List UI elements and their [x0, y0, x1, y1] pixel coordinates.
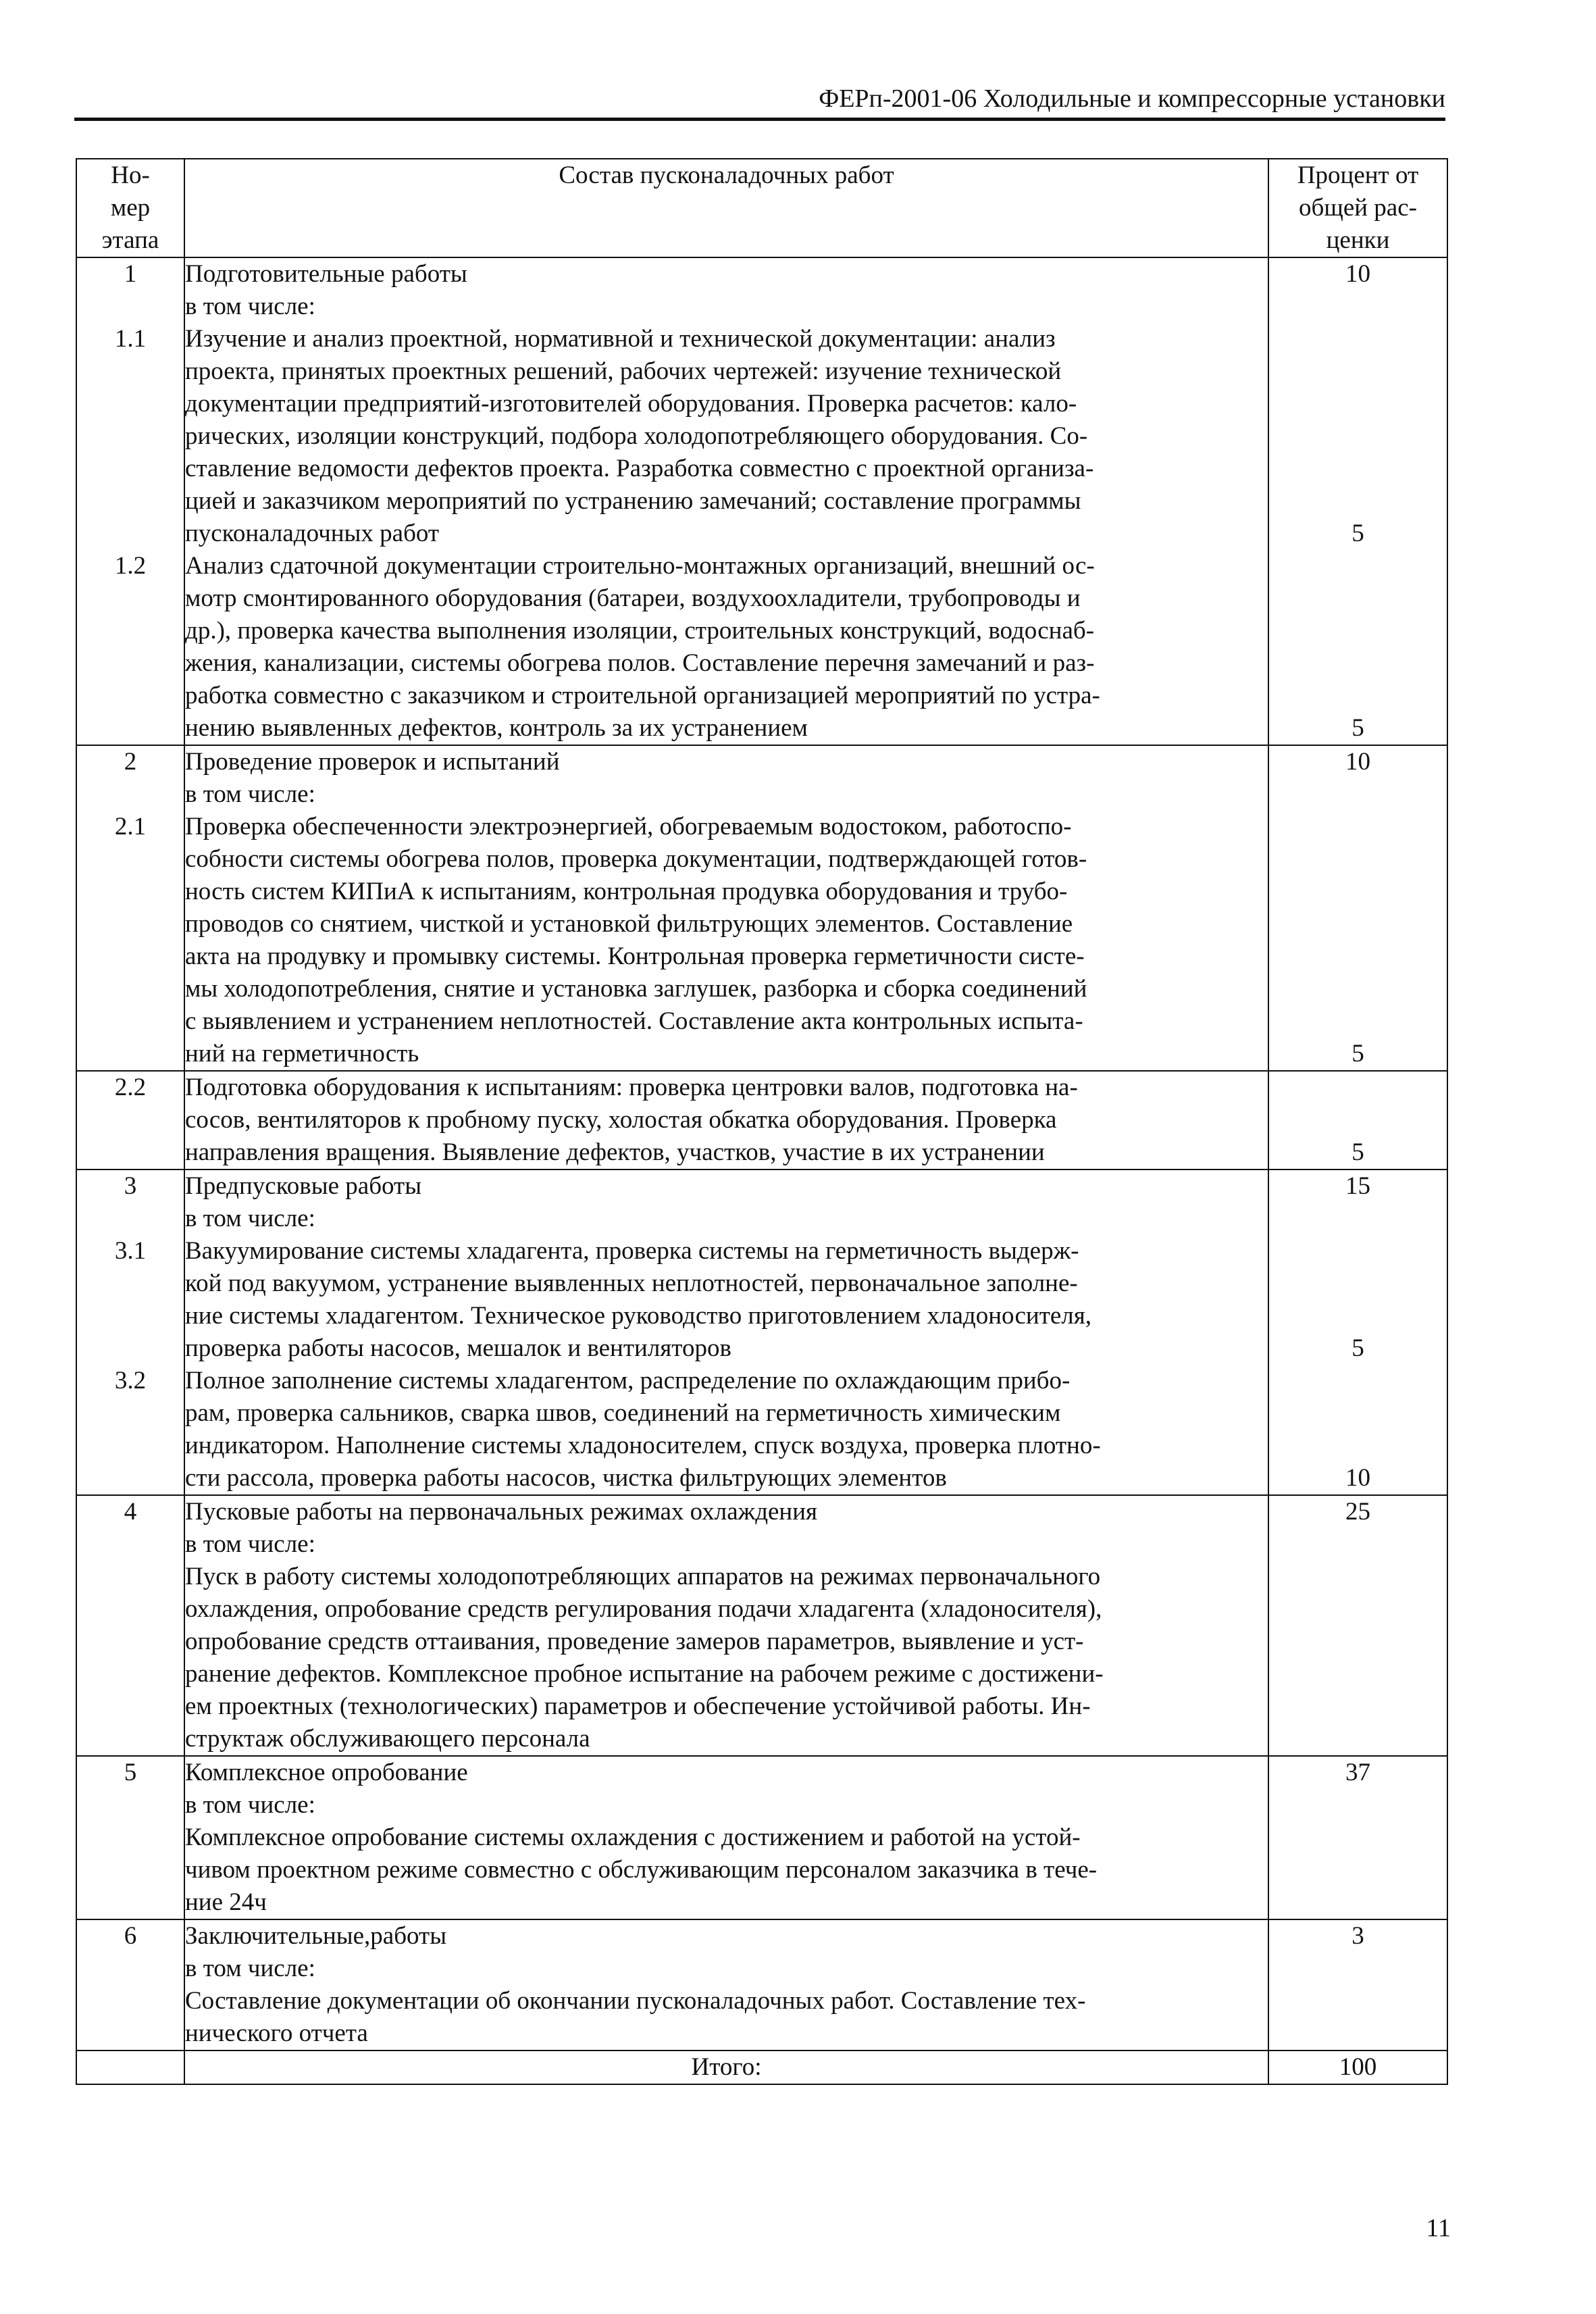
description-line: Комплексное опробование системы охлаждения с достижением и работой на устой- [185, 1823, 1081, 1851]
stage-number: 3.1 [114, 1237, 147, 1265]
description-line: работка совместно с заказчиком и строительной организацией мероприятий по устра- [185, 682, 1100, 709]
percent-value [1269, 908, 1447, 940]
percent-value [1269, 1300, 1447, 1332]
stage-number [77, 1561, 184, 1593]
stage-number [77, 1626, 184, 1658]
description-line: нического отчета [185, 2019, 368, 2047]
stage-number [77, 1462, 184, 1494]
percent-value: 5 [1352, 520, 1364, 547]
percent-value: 5 [1352, 1138, 1364, 1166]
description-line: рам, проверка сальников, сварка швов, соединений на герметичность химическим [185, 1399, 1061, 1427]
description-line: жения, канализации, системы обогрева полов. Составление перечня замечаний и раз- [185, 649, 1095, 677]
percent-value [1269, 1430, 1447, 1462]
total-label: Итого: [184, 2051, 1268, 2084]
table-header-row [76, 159, 1447, 257]
description-line: пусконаладочных работ [185, 520, 440, 547]
percent-value [1269, 1789, 1447, 1821]
description-line: акта на продувку и промывку системы. Контрольная проверка герметичности систе- [185, 942, 1085, 970]
percent-value: 5 [1352, 714, 1364, 742]
description-line: сосов, вентиляторов к пробному пуску, холостая обкатка оборудования. Проверка [185, 1106, 1057, 1134]
description-line: Вакуумирование системы хладагента, проверка системы на герметичность выдерж- [185, 1237, 1079, 1265]
stage-number [77, 1397, 184, 1430]
stage-number [77, 1723, 184, 1755]
percent-value [1269, 291, 1447, 323]
stage-percent-cell [1268, 745, 1447, 1071]
stage-number: 4 [124, 1498, 137, 1526]
stage-number [77, 843, 184, 876]
stage-number [77, 388, 184, 420]
percent-value [1269, 1985, 1447, 2017]
description-line: в том числе: [185, 1530, 315, 1558]
description-line: др.), проверка качества выполнения изоляции, строительных конструкций, водоснаб- [185, 617, 1095, 645]
stage-description-cell [184, 1169, 1268, 1495]
works-table [76, 158, 1448, 2085]
stage-percent-cell [1268, 1071, 1447, 1169]
stage-percent-cell [1268, 1169, 1447, 1495]
description-line: ние 24ч [185, 1888, 267, 1916]
description-line: кой под вакуумом, устранение выявленных неплотностей, первоначальное заполне- [185, 1269, 1078, 1297]
stage-percent-cell [1268, 257, 1447, 745]
description-line: мотр смонтированного оборудования (батареи, воздухоохладители, трубопроводы и [185, 584, 1081, 612]
percent-value [1269, 420, 1447, 453]
percent-value [1269, 1267, 1447, 1300]
composition-header: Состав пусконаладочных работ [184, 159, 1268, 257]
stage-number [77, 615, 184, 647]
percent-value [1269, 1365, 1447, 1397]
percent-value [1269, 355, 1447, 388]
stage-number [77, 485, 184, 518]
stage-number: 1 [124, 260, 137, 288]
stage-description-cell [184, 1495, 1268, 1756]
percent-value [1269, 1203, 1447, 1235]
description-line: индикатором. Наполнение системы хладоносителем, спуск воздуха, проверка плотно- [185, 1432, 1101, 1459]
percent-value [1269, 811, 1447, 843]
description-line: Полное заполнение системы хладагентом, распределение по охлаждающим прибо- [185, 1367, 1071, 1394]
table-row [76, 1756, 1447, 1919]
percent-value: 25 [1345, 1498, 1370, 1526]
stage-number-header: Но- мер этапа [76, 159, 184, 257]
stage-number [77, 1953, 184, 1985]
percent-value [1269, 582, 1447, 615]
stage-number: 3 [124, 1172, 137, 1200]
description-line: Пуск в работу системы холодопотребляющих аппаратов на режимах первоначального [185, 1563, 1101, 1590]
stage-number-cell [76, 1169, 184, 1495]
percent-value [1269, 1886, 1447, 1919]
stage-percent-cell [1268, 1756, 1447, 1919]
page-number: 11 [1426, 2214, 1451, 2242]
description-line: в том числе: [185, 1955, 315, 1982]
stage-number [77, 1005, 184, 1038]
percent-value [1269, 1626, 1447, 1658]
percent-value [1269, 843, 1447, 876]
stage-number [77, 1528, 184, 1561]
description-line: чивом проектном режиме совместно с обслуживающим персоналом заказчика в тече- [185, 1856, 1098, 1884]
description-line: ность систем КИПиА к испытаниям, контрольная продувка оборудования и трубо- [185, 878, 1068, 905]
stage-number [77, 518, 184, 550]
stage-number: 6 [124, 1922, 137, 1950]
percent-value [1269, 1397, 1447, 1430]
header-rule [74, 118, 1445, 121]
stage-number [77, 712, 184, 745]
stage-number [77, 1789, 184, 1821]
stage-number [77, 1267, 184, 1300]
percent-value: 10 [1345, 260, 1370, 288]
description-line: направления вращения. Выявление дефектов, участков, участие в их устранении [185, 1138, 1045, 1166]
stage-number [77, 1038, 184, 1070]
percent-value [1269, 940, 1447, 973]
percent-value [1269, 1104, 1447, 1136]
percent-value [1269, 1593, 1447, 1626]
description-line: ранение дефектов. Комплексное пробное испытание на рабочем режиме с достижени- [185, 1660, 1104, 1688]
description-line: структаж обслуживающего персонала [185, 1725, 590, 1753]
percent-value [1269, 388, 1447, 420]
description-line: Подготовка оборудования к испытаниям: проверка центровки валов, подготовка на- [185, 1074, 1078, 1101]
description-line: с выявлением и устранением неплотностей. Составление акта контрольных испыта- [185, 1007, 1083, 1035]
description-line: Анализ сдаточной документации строительно-монтажных организаций, внешний ос- [185, 552, 1095, 580]
stage-number-cell [76, 1071, 184, 1169]
stage-number: 2.2 [114, 1074, 147, 1101]
percent-value [1269, 323, 1447, 355]
stage-number-cell [76, 1756, 184, 1919]
stage-number [77, 355, 184, 388]
description-line: ние системы хладагентом. Техническое руководство приготовлением хладоносителя, [185, 1302, 1092, 1330]
stage-number [77, 1821, 184, 1854]
percent-header: Процент от общей рас- ценки [1268, 159, 1447, 257]
stage-number: 2.1 [114, 813, 147, 840]
stage-description-cell [184, 745, 1268, 1071]
stage-number [77, 647, 184, 680]
description-line: в том числе: [185, 780, 315, 808]
stage-number [77, 1690, 184, 1723]
percent-value [1269, 1528, 1447, 1561]
stage-number [77, 582, 184, 615]
percent-value: 15 [1345, 1172, 1370, 1200]
stage-number [77, 1854, 184, 1886]
stage-number [77, 1593, 184, 1626]
stage-number [77, 1332, 184, 1365]
percent-value [1269, 876, 1447, 908]
percent-value [1269, 1953, 1447, 1985]
stage-number: 3.2 [114, 1367, 147, 1394]
percent-value [1269, 485, 1447, 518]
description-line: охлаждения, опробование средств регулирования подачи хладагента (хладоносителя), [185, 1595, 1102, 1623]
stage-number [77, 1300, 184, 1332]
table-row [76, 257, 1447, 745]
table-row [76, 1495, 1447, 1756]
description-line: опробование средств оттаивания, проведение замеров параметров, выявление и уст- [185, 1628, 1084, 1655]
stage-number [77, 680, 184, 712]
percent-value: 37 [1345, 1759, 1370, 1786]
percent-value [1269, 1658, 1447, 1690]
stage-number [77, 1985, 184, 2017]
running-header: ФЕРп-2001-06 Холодильные и компрессорные установки [819, 84, 1445, 113]
description-line: сти рассола, проверка работы насосов, чистка фильтрующих элементов [185, 1464, 947, 1492]
percent-value [1269, 1690, 1447, 1723]
table-row [76, 1169, 1447, 1495]
stage-number [77, 2017, 184, 2050]
stage-number-cell [76, 1495, 184, 1756]
stage-description-cell [184, 257, 1268, 745]
stage-description-cell [184, 1071, 1268, 1169]
percent-value [1269, 1072, 1447, 1104]
stage-number [77, 291, 184, 323]
percent-value: 5 [1352, 1040, 1364, 1067]
description-line: в том числе: [185, 1205, 315, 1232]
stage-number-cell [76, 745, 184, 1071]
stage-number [77, 1203, 184, 1235]
description-line: нению выявленных дефектов, контроль за их устранением [185, 714, 808, 742]
stage-number [77, 876, 184, 908]
percent-value [1269, 1821, 1447, 1854]
table-row [76, 1919, 1447, 2051]
stage-number [77, 1104, 184, 1136]
description-line: Пусковые работы на первоначальных режимах охлаждения [185, 1498, 818, 1526]
stage-number-cell [76, 257, 184, 745]
description-line: мы холодопотребления, снятие и установка заглушек, разборка и сборка соединений [185, 975, 1087, 1003]
total-empty-cell [76, 2051, 184, 2084]
total-value: 100 [1268, 2051, 1447, 2084]
percent-value [1269, 973, 1447, 1005]
stage-description-cell [184, 1919, 1268, 2051]
percent-value: 3 [1352, 1922, 1364, 1950]
stage-percent-cell [1268, 1495, 1447, 1756]
description-line: проекта, принятых проектных решений, рабочих чертежей: изучение технической [185, 357, 1062, 385]
description-line: Предпусковые работы [185, 1172, 422, 1200]
percent-value [1269, 1561, 1447, 1593]
stage-number: 2 [124, 748, 137, 776]
percent-value [1269, 647, 1447, 680]
stage-number [77, 1136, 184, 1169]
description-line: собности системы обогрева полов, проверка документации, подтверждающей готов- [185, 845, 1087, 873]
description-line: Комплексное опробование [185, 1759, 468, 1786]
stage-number [77, 453, 184, 485]
percent-value [1269, 550, 1447, 582]
percent-value: 10 [1345, 1464, 1370, 1492]
description-line: ем проектных (технологических) параметров и обеспечение устойчивой работы. Ин- [185, 1692, 1091, 1720]
stage-number: 1.1 [114, 325, 147, 353]
description-line: Проверка обеспеченности электроэнергией, обогреваемым водостоком, работоспо- [185, 813, 1072, 840]
percent-value: 10 [1345, 748, 1370, 776]
stage-description-cell [184, 1756, 1268, 1919]
description-line: Изучение и анализ проектной, нормативной и технической документации: анализ [185, 325, 1056, 353]
description-line: Проведение проверок и испытаний [185, 748, 560, 776]
stage-number [77, 778, 184, 811]
description-line: Подготовительные работы [185, 260, 467, 288]
description-line: ний на герметичность [185, 1040, 419, 1067]
description-line: в том числе: [185, 1791, 315, 1819]
description-line: проводов со снятием, чисткой и установкой фильтрующих элементов. Составление [185, 910, 1073, 938]
percent-value [1269, 1235, 1447, 1267]
percent-value [1269, 680, 1447, 712]
stage-number [77, 420, 184, 453]
description-line: цией и заказчиком мероприятий по устранению замечаний; составление программы [185, 487, 1081, 515]
percent-value [1269, 1723, 1447, 1755]
stage-number [77, 908, 184, 940]
stage-number-cell [76, 1919, 184, 2051]
percent-value: 5 [1352, 1334, 1364, 1362]
stage-number [77, 1658, 184, 1690]
description-line: рических, изоляции конструкций, подбора холодопотребляющего оборудования. Со- [185, 422, 1088, 450]
stage-number [77, 973, 184, 1005]
stage-number: 1.2 [114, 552, 147, 580]
percent-value [1269, 615, 1447, 647]
stage-number: 5 [124, 1759, 137, 1786]
total-row [76, 2051, 1447, 2084]
description-line: Составление документации об окончании пусконаладочных работ. Составление тех- [185, 1987, 1086, 2015]
percent-value [1269, 1854, 1447, 1886]
percent-value [1269, 453, 1447, 485]
description-line: документации предприятий-изготовителей оборудования. Проверка расчетов: кало- [185, 390, 1077, 418]
stage-percent-cell [1268, 1919, 1447, 2051]
description-line: в том числе: [185, 293, 315, 320]
percent-value [1269, 778, 1447, 811]
percent-value [1269, 1005, 1447, 1038]
description-line: ставление ведомости дефектов проекта. Разработка совместно с проектной организа- [185, 455, 1094, 482]
table-row [76, 1071, 1447, 1169]
stage-number [77, 940, 184, 973]
description-line: проверка работы насосов, мешалок и вентиляторов [185, 1334, 731, 1362]
stage-number [77, 1430, 184, 1462]
table-row [76, 745, 1447, 1071]
description-line: Заключительные,работы [185, 1922, 447, 1950]
stage-number [77, 1886, 184, 1919]
percent-value [1269, 2017, 1447, 2050]
